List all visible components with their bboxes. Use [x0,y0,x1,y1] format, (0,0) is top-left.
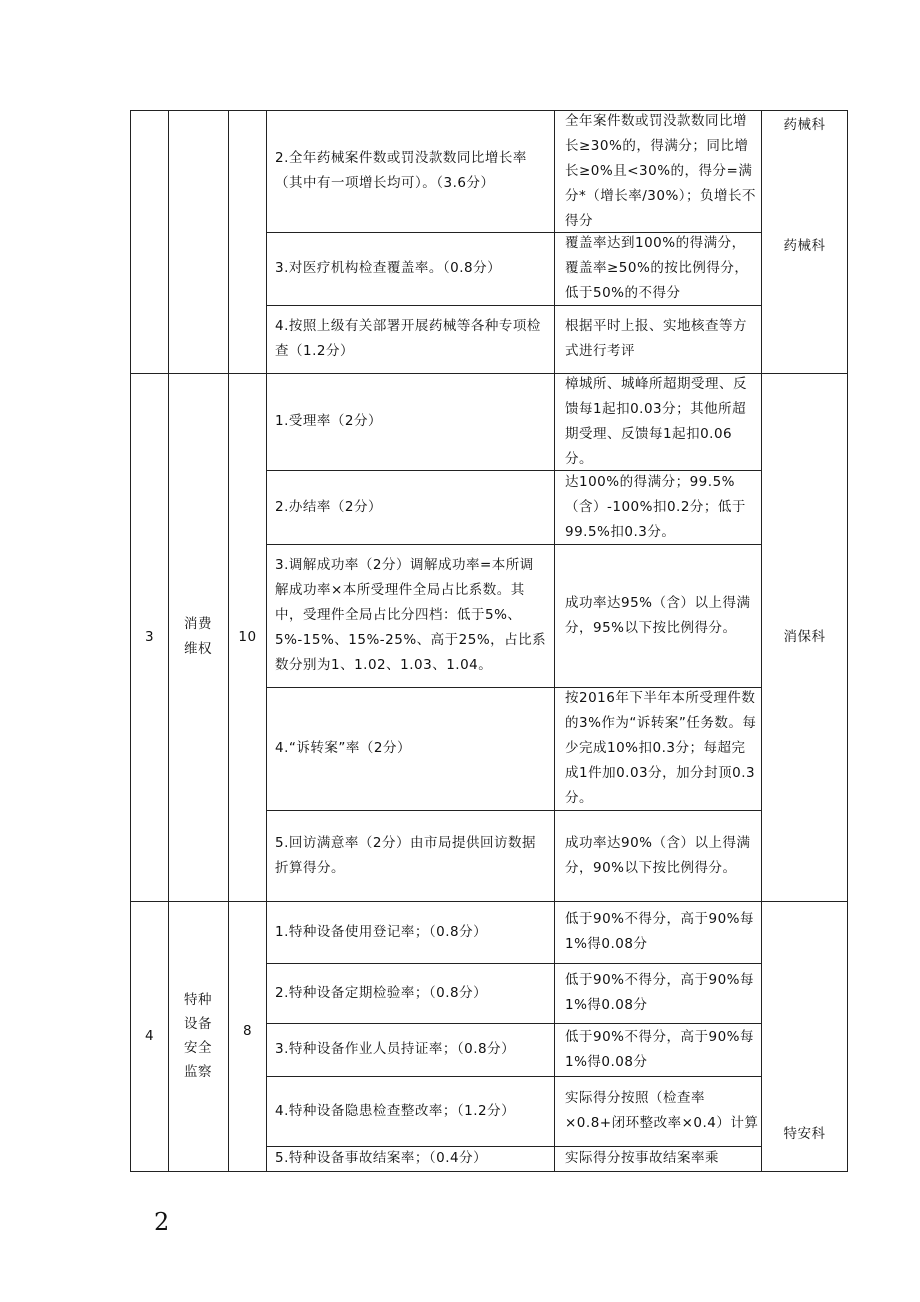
assessment-table [130,110,848,1172]
table-row-rule: 低于90%不得分，高于90%每1%得0.08分 [565,972,755,1013]
dept-label: 药械科 [783,116,826,133]
page-number: 2 [154,1208,170,1236]
table-row-rule: 全年案件数或罚没款数同比增长≥30%的，得满分；同比增长≥0%且<30%的，得分=满分*（增长率/30%）；负增长不得分 [565,112,757,229]
table-row-rule: 覆盖率达到100%的得满分，覆盖率≥50%的按比例得分，低于50%的不得分 [565,235,749,301]
table-row-rule: 成功率达90%（含）以上得满分，90%以下按比例得分。 [565,834,751,876]
score-value: 10 [238,628,257,645]
table-row-rule: 低于90%不得分，高于90%每1%得0.08分 [565,911,755,952]
table-row-item: 5.回访满意率（2分）由市局提供回访数据折算得分。 [275,834,536,876]
table-row-item: 3.对医疗机构检查覆盖率。（0.8分） [275,260,502,276]
table-row-item: 2.办结率（2分） [275,498,382,515]
row-number: 3 [144,628,155,645]
table-row-item: 1.受理率（2分） [275,413,382,429]
dept-label: 特安科 [783,1125,826,1142]
row-number: 4 [144,1027,155,1044]
table-row-item: 3.特种设备作业人员持证率；（0.8分） [275,1041,516,1057]
table-row-rule: 达100%的得满分；99.5%（含）-100%扣0.2分；低于99.5%扣0.3分。 [565,473,746,540]
table-row-item: 4.按照上级有关部署开展药械等各种专项检查（1.2分） [275,318,541,359]
table-row-item: 4.特种设备隐患检查整改率；（1.2分） [275,1102,516,1119]
category-label: 特种设备安全监察 [184,992,212,1080]
table-row-item: 5.特种设备事故结案率；（0.4分） [275,1150,488,1166]
table-row-rule: 成功率达95%（含）以上得满分，95%以下按比例得分。 [565,594,751,636]
table-row-rule: 按2016年下半年本所受理件数的3%作为“诉转案”任务数。每少完成10%扣0.3分；每超完成1件加0.03分，加分封顶0.3分。 [565,690,757,806]
table-row-item: 2.全年药械案件数或罚没款数同比增长率（其中有一项增长均可）。（3.6分） [275,150,527,191]
dept-label: 药械科 [783,237,826,254]
table-row-rule: 低于90%不得分，高于90%每1%得0.08分 [565,1028,755,1070]
table-row-rule: 根据平时上报、实地核查等方式进行考评 [565,318,747,359]
table-row-rule: 樟城所、城峰所超期受理、反馈每1起扣0.03分；其他所超期受理、反馈每1起扣0.06分。 [565,375,747,467]
table-row-item: 3.调解成功率（2分）调解成功率=本所调解成功率×本所受理件全局占比系数。其中，受理件全局占比分四档：低于5%、5%-15%、15%-25%、高于25%，占比系数分别为1、1.02、1.03、1.04。 [275,557,547,673]
table-row-item: 1.特种设备使用登记率；（0.8分） [275,923,488,940]
score-value: 8 [242,1023,253,1039]
category-label: 消费维权 [184,616,212,657]
table-row-item: 4.“诉转案”率（2分） [275,740,411,756]
table-row-item: 2.特种设备定期检验率；（0.8分） [275,984,488,1001]
dept-label: 消保科 [783,628,826,645]
table-row-rule: 实际得分按事故结案率乘 [565,1150,719,1166]
table-row-rule: 实际得分按照（检查率×0.8+闭环整改率×0.4）计算 [565,1090,759,1131]
